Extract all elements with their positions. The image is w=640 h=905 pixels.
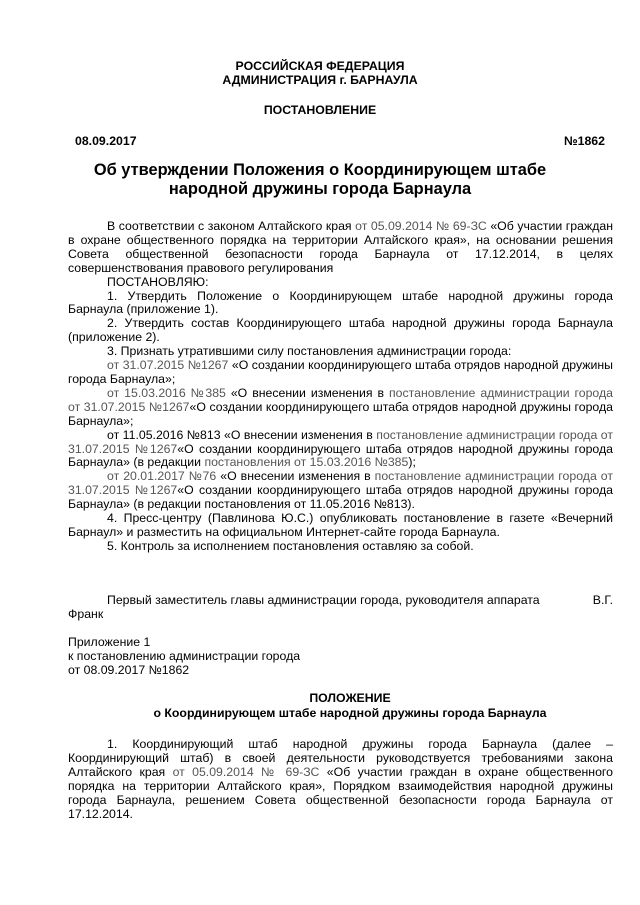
appendix-block [68, 636, 300, 678]
law-reference-link[interactable]: от 05.09.2014 № 69-ЗС [355, 219, 487, 233]
subitem-3-text-b: «О создании координирующего штаба отрядов народной дружины города Барнаула» (в редакции [68, 441, 613, 470]
signature-block [68, 594, 613, 622]
subitem-4-text-b: «О создании координирующего штаба отрядов народной дружины города Барнаула» (в редакции постановления от 11.05.2016 №813). [68, 483, 613, 512]
signature-position: Первый заместитель главы администрации города, руководителя аппарата [107, 593, 540, 607]
regulation-text-a: 1. Координирующий штаб народной дружины города Барнаула (далее – Координирующий штаб) в своей деятельности руководствуется требованиями закона Алтайского края [68, 737, 613, 779]
doc-title-line2: народной дружины города Барнаула [168, 180, 472, 199]
item-4: 4. Пресс-центру (Павлинова Ю.С.) опубликовать постановление в газете «Вечерний Барнаул» и разместить на официальном Интернет-сайте города Барнаула. [68, 511, 613, 539]
regulation-paragraph-1 [68, 738, 613, 821]
regulation-heading: ПОЛОЖЕНИЕ [309, 691, 391, 705]
item-5: 5. Контроль за исполнением постановления оставляю за собой. [107, 538, 474, 553]
preamble-paragraph [68, 220, 613, 276]
subitem-4-text-a: «О внесении изменения в [216, 469, 375, 484]
item-1: 1. Утвердить Положение о Координирующем штабе народной дружины города Барнаула (приложение 1). [68, 288, 613, 317]
document-body [68, 220, 613, 554]
doc-title [60, 161, 580, 199]
subitem-4-link[interactable]: от 20.01.2017 №76 [107, 469, 217, 484]
doc-type: ПОСТАНОВЛЕНИЕ [263, 103, 377, 117]
subitem-4-link2[interactable]: постановление администрации города от 31.07.2015 №1267 [68, 469, 613, 498]
subitem-4 [68, 470, 613, 512]
subitem-2-text-a: «О внесении изменения в [225, 385, 390, 400]
doc-title-line1: Об утверждении Положения о Координирующем штабе [93, 161, 547, 179]
regulation-text-b: «Об участии граждан в охране общественного порядка на территории Алтайского края», Порядком взаимодействия народной дружины города Барнаула, решением Совета общественной безопасности города Барнаула от 17.12.2014. [68, 764, 613, 821]
subitem-2-link2[interactable]: постановление администрации города от 31.07.2015 №1267 [68, 385, 613, 414]
appendix-line3: от 08.09.2017 №1862 [68, 662, 190, 677]
preamble-text-a: В соответствии с законом Алтайского края [107, 219, 356, 233]
subitem-2-link[interactable]: от 15.03.2016 №385 [107, 385, 226, 400]
subitem-3-text-a: от 11.05.2016 №813 «О внесении изменения в [107, 427, 377, 442]
signature-name-a: В.Г. [592, 593, 613, 607]
subitem-3-text-c: ); [408, 455, 416, 470]
subitem-1-text: «О создании координирующего штаба отрядов народной дружины города Барнаула»; [68, 358, 613, 386]
subitem-3-link2[interactable]: постановления от 15.03.2016 №385 [204, 455, 409, 470]
item-2: 2. Утвердить состав Координирующего штаба народной дружины города Барнаула (приложение 2). [68, 316, 613, 345]
subitem-3 [68, 429, 613, 471]
subitem-2-text-b: «О создании координирующего штаба отрядов народной дружины города Барнаула»; [68, 399, 613, 428]
doc-date: 08.09.2017 [75, 134, 137, 148]
subitem-1 [68, 359, 613, 387]
regulation-law-link[interactable]: от 05.09.2014 № 69-ЗС [172, 764, 320, 779]
item-3: 3. Признать утратившими силу постановления администрации города: [107, 344, 512, 359]
appendix-line1: Приложение 1 [68, 635, 151, 649]
subitem-2 [68, 387, 613, 429]
signature-name-b: Франк [68, 606, 104, 621]
header-administration: АДМИНИСТРАЦИЯ г. БАРНАУЛА [222, 73, 418, 87]
signature-line [68, 594, 613, 608]
subitem-3-link[interactable]: постановление администрации города от 31.07.2015 №1267 [68, 427, 613, 456]
appendix-line2: к постановлению администрации города [68, 648, 301, 663]
subitem-1-link[interactable]: от 31.07.2015 №1267 [107, 358, 229, 373]
regulation-subheading: о Координирующем штабе народной дружины города Барнаула [153, 706, 547, 720]
header-country: РОССИЙСКАЯ ФЕДЕРАЦИЯ [235, 59, 405, 73]
postanovlyau: ПОСТАНОВЛЯЮ: [107, 274, 209, 289]
preamble-text-b: «Об участии граждан в охране общественного порядка на территории Алтайского края», на основании решения Совета общественной безопасности города Барнаула от 17.12.2014, в целях совершенствования правового регулирования [68, 219, 613, 275]
doc-number: №1862 [563, 134, 605, 148]
